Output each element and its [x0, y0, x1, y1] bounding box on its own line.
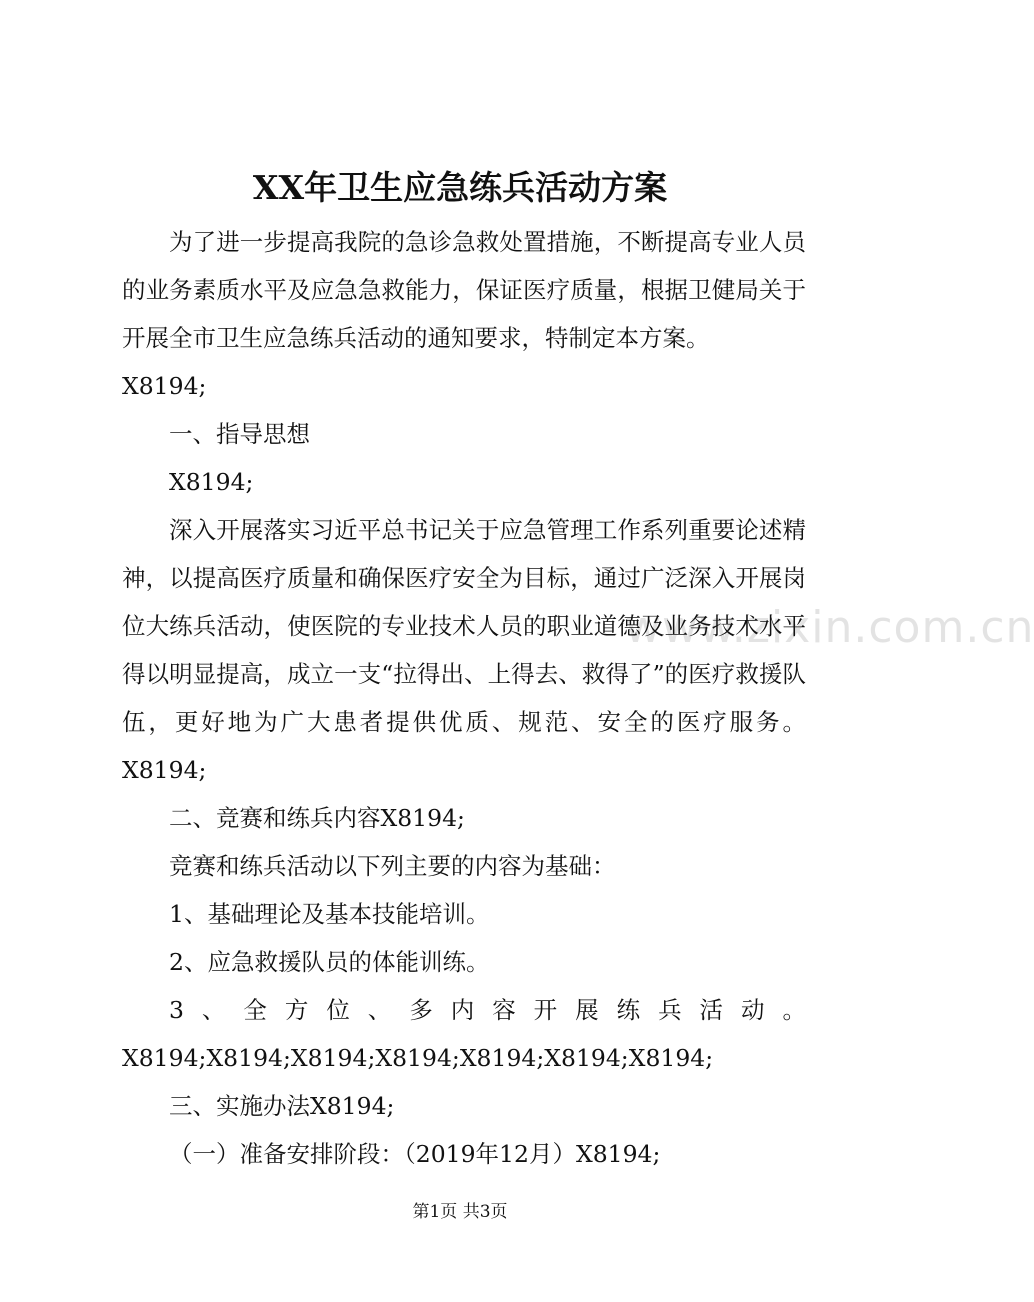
section-heading-guiding-ideology: 一、指导思想	[169, 420, 310, 448]
section-heading-implementation: 三、实施办法X8194;	[169, 1092, 395, 1120]
list-item-3: 3、全方位、多内容开展练兵活动。	[169, 996, 806, 1024]
paragraph-competition-basis: 竞赛和练兵活动以下列主要的内容为基础：	[169, 852, 616, 880]
paragraph-intro: 为了进一步提高我院的急诊急救处置措施，不断提高专业人员的业务素质水平及应急急救能力，保证医疗质量，根据卫健局关于开展全市卫生应急练兵活动的通知要求，特制定本方案。	[122, 228, 806, 352]
paragraph-code-sequence: X8194;X8194;X8194;X8194;X8194;X8194;X8194;	[122, 1044, 714, 1072]
list-item-1: 1、基础理论及基本技能培训。	[169, 900, 490, 928]
subsection-heading-preparation: （一）准备安排阶段：（2019年12月）X8194;	[169, 1140, 661, 1168]
watermark-text: www.zixin.com.cn	[625, 602, 1034, 653]
document-title: XX年卫生应急练兵活动方案	[252, 168, 668, 207]
paragraph-code: X8194;	[122, 372, 207, 400]
paragraph-code: X8194;	[169, 468, 254, 496]
document-body	[122, 218, 806, 1178]
page-footer: 第1页 共3页	[412, 1202, 508, 1222]
section-heading-competition-content: 二、竞赛和练兵内容X8194;	[169, 804, 465, 832]
list-item-2: 2、应急救援队员的体能训练。	[169, 948, 490, 976]
paragraph-guiding-ideology: 深入开展落实习近平总书记关于应急管理工作系列重要论述精神，以提高医疗质量和确保医疗安全为目标，通过广泛深入开展岗位大练兵活动，使医院的专业技术人员的职业道德及业务技术水平得以明显提高，成立一支“拉得出、上得去、救得了”的医疗救援队伍，更好地为广大患者提供优质、规范、安全的医疗服务。X8194;	[122, 516, 806, 784]
